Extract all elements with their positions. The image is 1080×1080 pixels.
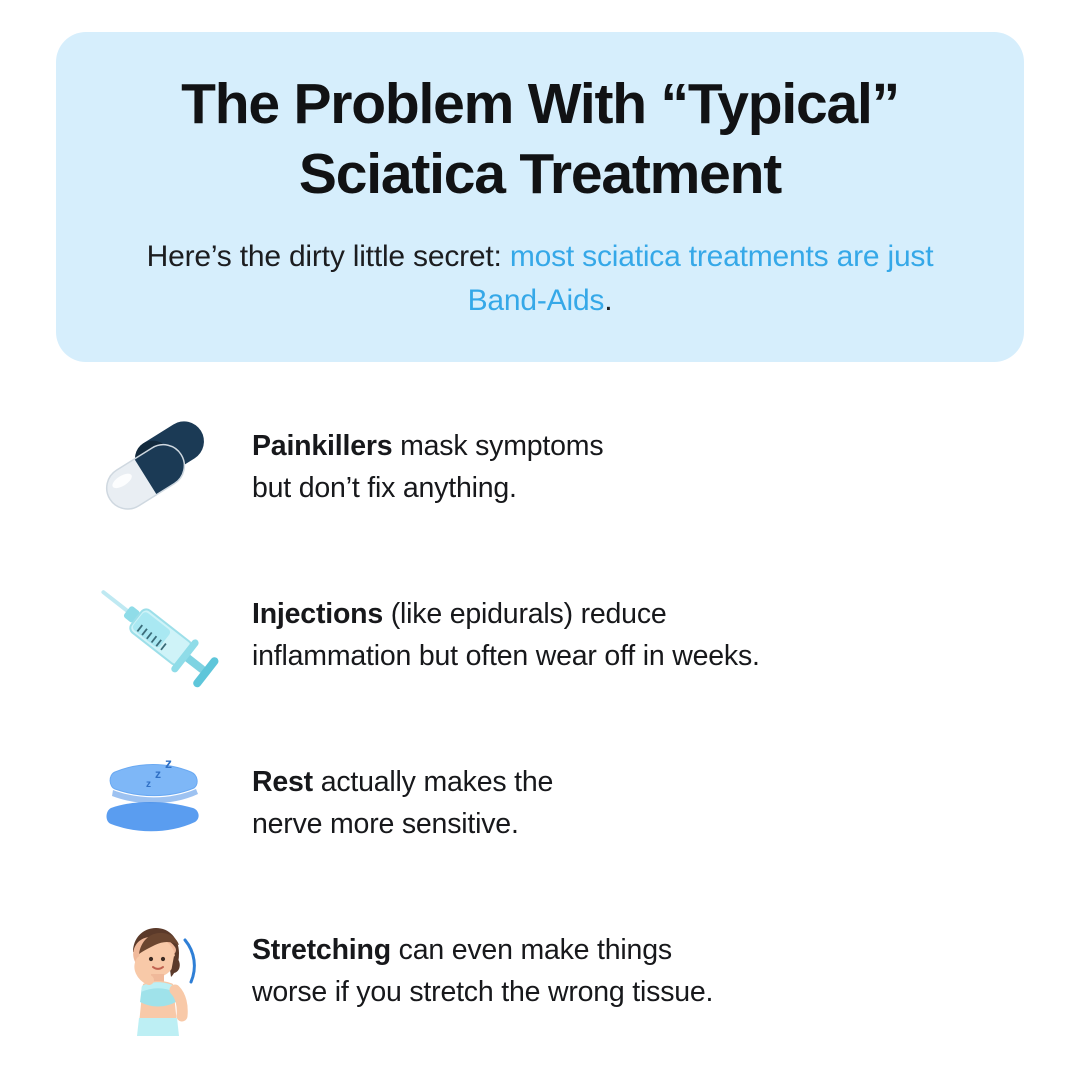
list-item-bold: Injections [252,598,384,630]
list-item [56,572,1024,740]
svg-text:z: z [155,767,161,781]
list-item-line-2: nerve more sensitive. [252,807,519,840]
list-item-line-1 [252,762,1024,804]
subtitle-accent: most sciatica treatments are just Band-Aids [467,240,934,317]
list-item-bold: Rest [252,766,313,798]
list-item [56,908,1024,1076]
list-item-rest-1: (like epidurals) reduce [383,598,667,630]
list-item-line-1 [252,594,1024,636]
list-item-rest-1: actually makes the [312,766,554,798]
list-item-bold: Painkillers [252,430,393,462]
page-title-line-2: Sciatica Treatment [298,141,782,206]
list-item-line-1 [252,930,1024,972]
list-item [56,740,1024,908]
list-item-text [252,908,1024,1013]
list-item-text [252,740,1024,845]
subtitle-plain-end: . [604,283,613,317]
subtitle-plain-start: Here’s the dirty little secret: [146,240,510,274]
syringe-icon [56,572,252,688]
list-item [56,404,1024,572]
list-item-bold: Stretching [252,934,391,966]
woman-stretching-icon [56,908,252,1044]
treatment-problems-list [56,404,1024,1076]
hero-card [56,32,1024,362]
pill-capsules-icon [56,404,252,520]
list-item-text [252,572,1024,677]
svg-text:z: z [165,755,172,771]
list-item-rest-1: can even make things [390,934,672,966]
svg-text:z: z [146,779,151,790]
page-title [116,70,964,209]
list-item-line-1 [252,426,1024,468]
list-item-line-2: inflammation but often wear off in weeks. [252,639,760,672]
list-item-line-2: but don’t fix anything. [252,471,517,504]
list-item-text [252,404,1024,509]
page-subtitle [116,235,964,322]
list-item-line-2: worse if you stretch the wrong tissue. [252,975,714,1008]
page-title-line-1: The Problem With “Typical” [181,72,899,136]
list-item-rest-1: mask symptoms [392,430,604,462]
sleeping-pillow-icon [56,740,252,866]
